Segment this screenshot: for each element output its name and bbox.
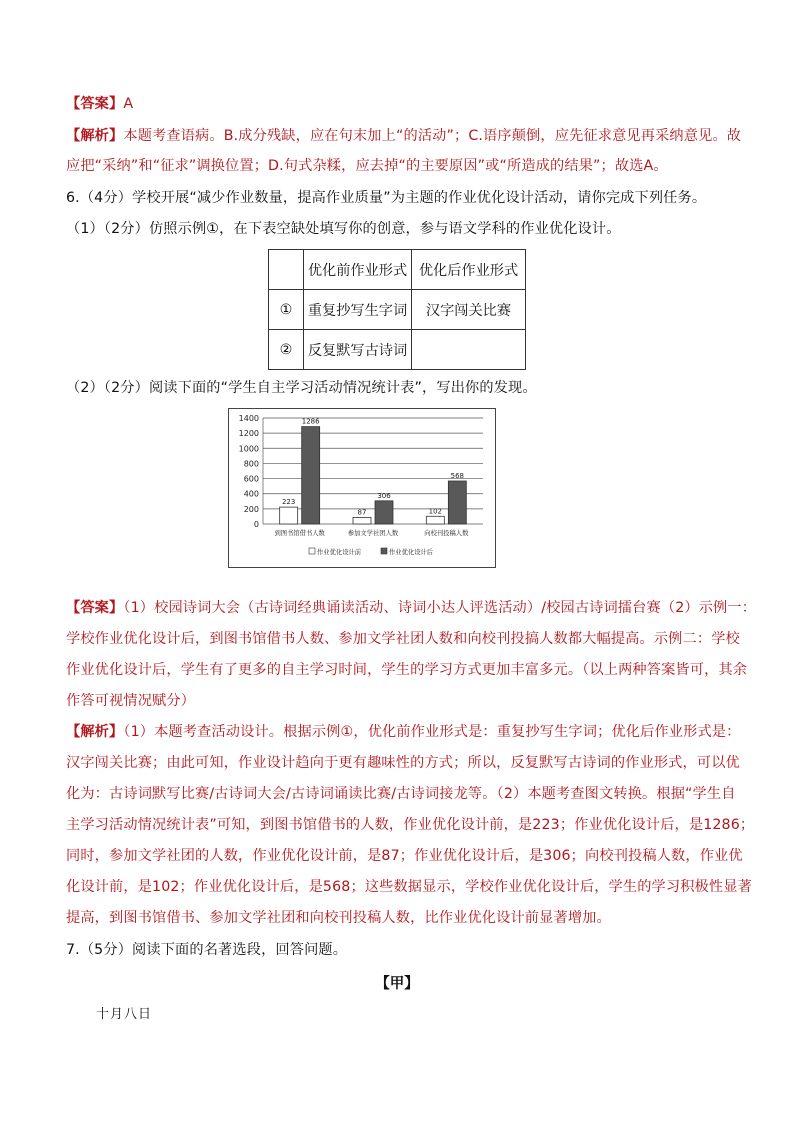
bar-chart (229, 409, 495, 567)
table-cell-index: ① (269, 290, 304, 330)
q7-stem: 7.（5分）阅读下面的名著选段，回答问题。 (66, 942, 348, 958)
table-cell: 重复抄写生字词 (304, 290, 412, 330)
legend-swatch (309, 548, 315, 554)
table-header-before: 优化前作业形式 (304, 250, 412, 290)
y-tick-label: 1000 (238, 444, 259, 454)
legend-label: 作业优化设计后 (389, 549, 434, 556)
q6-stem: 6.（4分）学校开展“减少作业数量，提高作业质量”为主题的作业优化设计活动，请你完成下列任务。 (66, 190, 707, 206)
data-label: 223 (281, 498, 296, 507)
diary-date: 十月八日 (96, 1007, 153, 1022)
y-tick-label: 1200 (238, 429, 259, 439)
bar-after (302, 427, 320, 524)
x-tick-label: 参加文学社团人数 (347, 530, 399, 537)
table-header-after: 优化后作业形式 (412, 250, 526, 290)
q5-analysis-line-2: 应把“采纳”和“征求”调换位置；D.句式杂糅，应去掉“的主要原因”或“所造成的结果”；故选A。 (66, 158, 668, 174)
q6-answer-line-4: 作答可视情况赋分） (66, 693, 196, 709)
data-label: 1286 (301, 417, 320, 426)
y-tick-label: 600 (243, 474, 259, 484)
analysis-tag: 【解析】 (66, 128, 124, 144)
y-tick-label: 0 (253, 520, 259, 529)
bar-before (426, 516, 444, 524)
q6-answer-line-3: 作业优化设计后，学生有了更多的自主学习时间，学生的学习方式更加丰富多元。（以上两种答案皆可，其余 (66, 662, 748, 678)
q6-analysis-line-2: 汉字闯关比赛；由此可知，作业设计趋向于更有趣味性的方式；所以，反复默写古诗词的作业形式，可以优 (66, 755, 740, 771)
x-tick-label: 到图书馆借书人数 (274, 530, 325, 537)
table-cell: 汉字闯关比赛 (412, 290, 526, 330)
data-label: 306 (377, 491, 391, 500)
q6-analysis-line-7: 提高，到图书馆借书、参加文学社团和向校刊投稿人数，比作业优化设计前显著增加。 (66, 910, 611, 926)
table-cell: 反复默写古诗词 (304, 330, 412, 370)
q6-sub1: （1）（2分）仿照示例①，在下表空缺处填写你的创意，参与语文学科的作业优化设计。 (66, 221, 621, 237)
q6-analysis-line-1: 【解析】（1）本题考查活动设计。根据示例①，优化前作业形式是：重复抄写生字词；优化后作业形式是： (66, 724, 741, 740)
q5-analysis-line-1: 【解析】本题考查语病。B.成分残缺，应在句末加上“的活动”；C.语序颠倒，应先征求意见再采纳意见。故 (66, 128, 742, 144)
y-tick-label: 800 (243, 459, 259, 469)
bar-before (353, 517, 371, 524)
y-tick-label: 200 (243, 504, 259, 514)
data-label: 102 (428, 507, 443, 516)
table-row (269, 330, 526, 370)
q6-analysis-line-3: 化为：古诗词默写比赛/古诗词大会/古诗词诵读比赛/古诗词接龙等。（2）本题考查图文转换。根据“学生自 (66, 786, 736, 802)
table-cell-index: ② (269, 330, 304, 370)
answer-value: A (123, 96, 134, 112)
bar-before (280, 507, 298, 524)
y-tick-label: 400 (243, 489, 259, 499)
data-label: 568 (450, 471, 465, 480)
legend-label: 作业优化设计前 (317, 549, 362, 556)
q6-analysis-line-6: 化设计前，是102；作业优化设计后，是568；这些数据显示，学校作业优化设计后，学生的学习积极性显著 (66, 879, 752, 895)
q6-answer-line-2: 学校作业优化设计后，到图书馆借书人数、参加文学社团人数和向校刊投搞人数都大幅提高。示例二：学校 (66, 631, 740, 647)
homework-form-table (268, 249, 526, 370)
table-cell-blank (412, 330, 526, 370)
q5-answer (66, 94, 728, 114)
q6-answer-line-1: 【答案】（1）校园诗词大会（古诗词经典诵读活动、诗词小达人评选活动）/校园古诗词擂台赛（2）示例一： (66, 600, 757, 616)
data-label: 87 (357, 508, 367, 517)
legend-swatch (381, 548, 387, 554)
bar-after (448, 481, 466, 524)
stats-chart (228, 408, 496, 568)
y-tick-label: 1400 (238, 414, 259, 423)
table-cell (269, 250, 304, 290)
q6-sub2: （2）（2分）阅读下面的“学生自主学习活动情况统计表”，写出你的发现。 (66, 380, 537, 396)
q6-analysis-line-4: 主学习活动情况统计表”可知，到图书馆借书的人数，作业优化设计前，是223；作业优化设计后，是1286； (66, 817, 755, 833)
bar-after (375, 501, 393, 524)
analysis-tag: 【解析】 (66, 724, 124, 740)
answer-tag: 【答案】 (66, 600, 124, 616)
answer-tag: 【答案】 (66, 96, 124, 112)
section-heading: 【甲】 (375, 976, 419, 992)
x-tick-label: 向校刊投稿人数 (424, 530, 469, 537)
table-header-row (269, 250, 526, 290)
q6-analysis-line-5: 同时，参加文学社团的人数，作业优化设计前，是87；作业优化设计后，是306；向校刊投稿人数，作业优 (66, 848, 743, 864)
table-row (269, 290, 526, 330)
